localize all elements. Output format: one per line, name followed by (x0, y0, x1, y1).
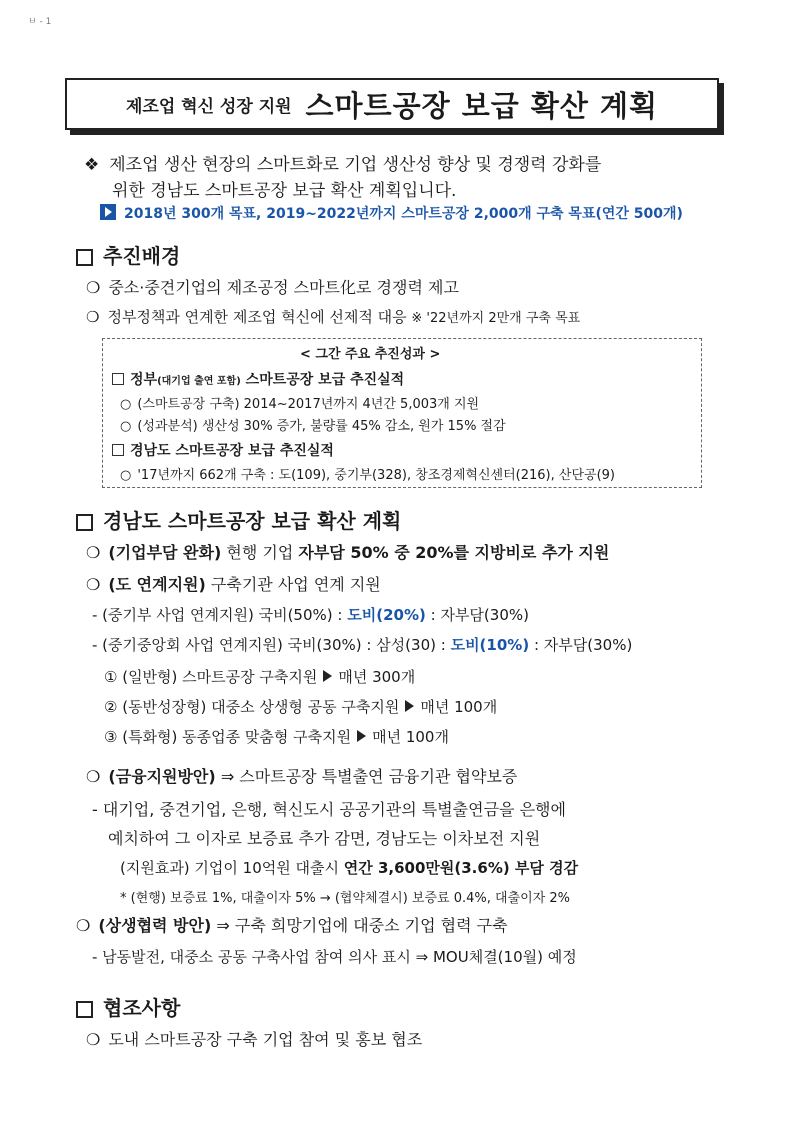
play-triangle-icon (323, 670, 332, 682)
bg-item-2: ❍ 정부정책과 연계한 제조업 혁신에 선제적 대응 ※ '22년까지 2만개 구축 목표 (86, 308, 581, 326)
section-heading-background: 추진배경 (76, 240, 180, 269)
intro-line-1: ❖ 제조업 생산 현장의 스마트화로 기업 생산성 향상 및 경쟁력 강화를 (84, 155, 602, 175)
intro-target: 2018년 300개 목표, 2019~2022년까지 스마트공장 2,000개 구축 목표(연간 500개) (100, 203, 683, 223)
intro-line-2: 위한 경남도 스마트공장 보급 확산 계획입니다. (112, 181, 457, 201)
finance-effect: (지원효과) 기업이 10억원 대출시 연간 3,600만원(3.6%) 부담 경감 (120, 859, 579, 877)
cooperation-detail-1: - 남동발전, 대중소 공동 구축사업 참여 의사 표시 ⇒ MOU체결(10월) 예정 (92, 948, 577, 966)
plan-item-burden: ❍ (기업부담 완화) 현행 기업 자부담 50% 중 20%를 지방비로 추가 지원 (86, 543, 610, 562)
checkbox-square-icon (76, 249, 93, 266)
circle-bullet-icon: ❍ (86, 767, 101, 786)
circle-bullet-icon: ○ (120, 419, 132, 434)
section-heading-cooperation: 협조사항 (76, 992, 180, 1021)
checkbox-square-icon (76, 514, 93, 531)
title-big: 스마트공장 보급 확산 계획 (305, 88, 658, 123)
bg-item-2-note: ※ '22년까지 2만개 구축 목표 (411, 311, 581, 326)
gyeongnam-achievement-1: ○ '17년까지 662개 구축 : 도(109), 중기부(328), 창조경제혁신센터(216), 산단공(9) (120, 468, 615, 483)
square-bullet-icon (112, 373, 124, 385)
finance-detail-2: 예치하여 그 이자로 보증료 추가 감면, 경남도는 이차보전 지원 (108, 829, 541, 848)
diamond-bullet-icon: ❖ (84, 155, 100, 175)
achievements-title: < 그간 주요 추진성과 > (300, 347, 441, 362)
gov-achievement-1: ○ (스마트공장 구축) 2014~2017년까지 4년간 5,003개 지원 (120, 397, 480, 412)
checkbox-square-icon (76, 1001, 93, 1018)
play-triangle-icon (357, 730, 366, 742)
cooperation-request-1: ❍ 도내 스마트공장 구축 기업 참여 및 홍보 협조 (86, 1030, 423, 1049)
bg-item-1: ❍ 중소·중견기업의 제조공정 스마트化로 경쟁력 제고 (86, 278, 459, 297)
section-heading-plan: 경남도 스마트공장 보급 확산 계획 (76, 505, 401, 534)
circle-bullet-icon: ○ (120, 397, 132, 412)
circle-bullet-icon: ❍ (86, 278, 101, 297)
circle-bullet-icon: ❍ (86, 575, 101, 594)
linkage-detail-1: - (중기부 사업 연계지원) 국비(50%) : 도비(20%) : 자부담(30%) (92, 606, 529, 624)
circle-bullet-icon: ❍ (76, 916, 91, 935)
gov-achievement-2: ○ (성과분석) 생산성 30% 증가, 불량률 45% 감소, 원가 15% 절감 (120, 419, 506, 434)
arrow-box-icon (100, 204, 116, 220)
title-small: 제조업 혁신 성장 지원 (125, 96, 292, 117)
circle-bullet-icon: ○ (120, 468, 132, 483)
title-box (65, 78, 719, 130)
circle-bullet-icon: ❍ (86, 308, 100, 326)
gyeongnam-achievements-heading: 경남도 스마트공장 보급 추진실적 (112, 440, 334, 460)
gov-achievements-heading: 정부(대기업 출연 포함) 스마트공장 보급 추진실적 (112, 369, 404, 389)
plan-item-cooperation: ❍ (상생협력 방안) ⇒ 구축 희망기업에 대중소 기업 협력 구축 (76, 916, 508, 935)
play-triangle-icon (405, 700, 414, 712)
corner-mark: ㅂ - 1 (28, 17, 52, 27)
circle-bullet-icon: ❍ (86, 543, 101, 562)
linkage-detail-2: - (중기중앙회 사업 연계지원) 국비(30%) : 삼성(30) : 도비(10%) : 자부담(30%) (92, 636, 633, 654)
square-bullet-icon (112, 444, 124, 456)
plan-item-linkage: ❍ (도 연계지원) 구축기관 사업 연계 지원 (86, 575, 381, 594)
circle-bullet-icon: ❍ (86, 1030, 101, 1049)
support-type-2: ② (동반성장형) 대중소 상생형 공동 구축지원 매년 100개 (104, 698, 498, 716)
finance-detail-1: - 대기업, 중견기업, 은행, 혁신도시 공공기관의 특별출연금을 은행에 (92, 800, 566, 819)
support-type-3: ③ (특화형) 동종업종 맞춤형 구축지원 매년 100개 (104, 728, 449, 746)
finance-note: * (현행) 보증료 1%, 대출이자 5% → (협약체결시) 보증료 0.4%, 대출이자 2% (120, 891, 571, 906)
plan-item-finance: ❍ (금융지원방안) ⇒ 스마트공장 특별출연 금융기관 협약보증 (86, 767, 518, 786)
support-type-1: ① (일반형) 스마트공장 구축지원 매년 300개 (104, 668, 416, 686)
